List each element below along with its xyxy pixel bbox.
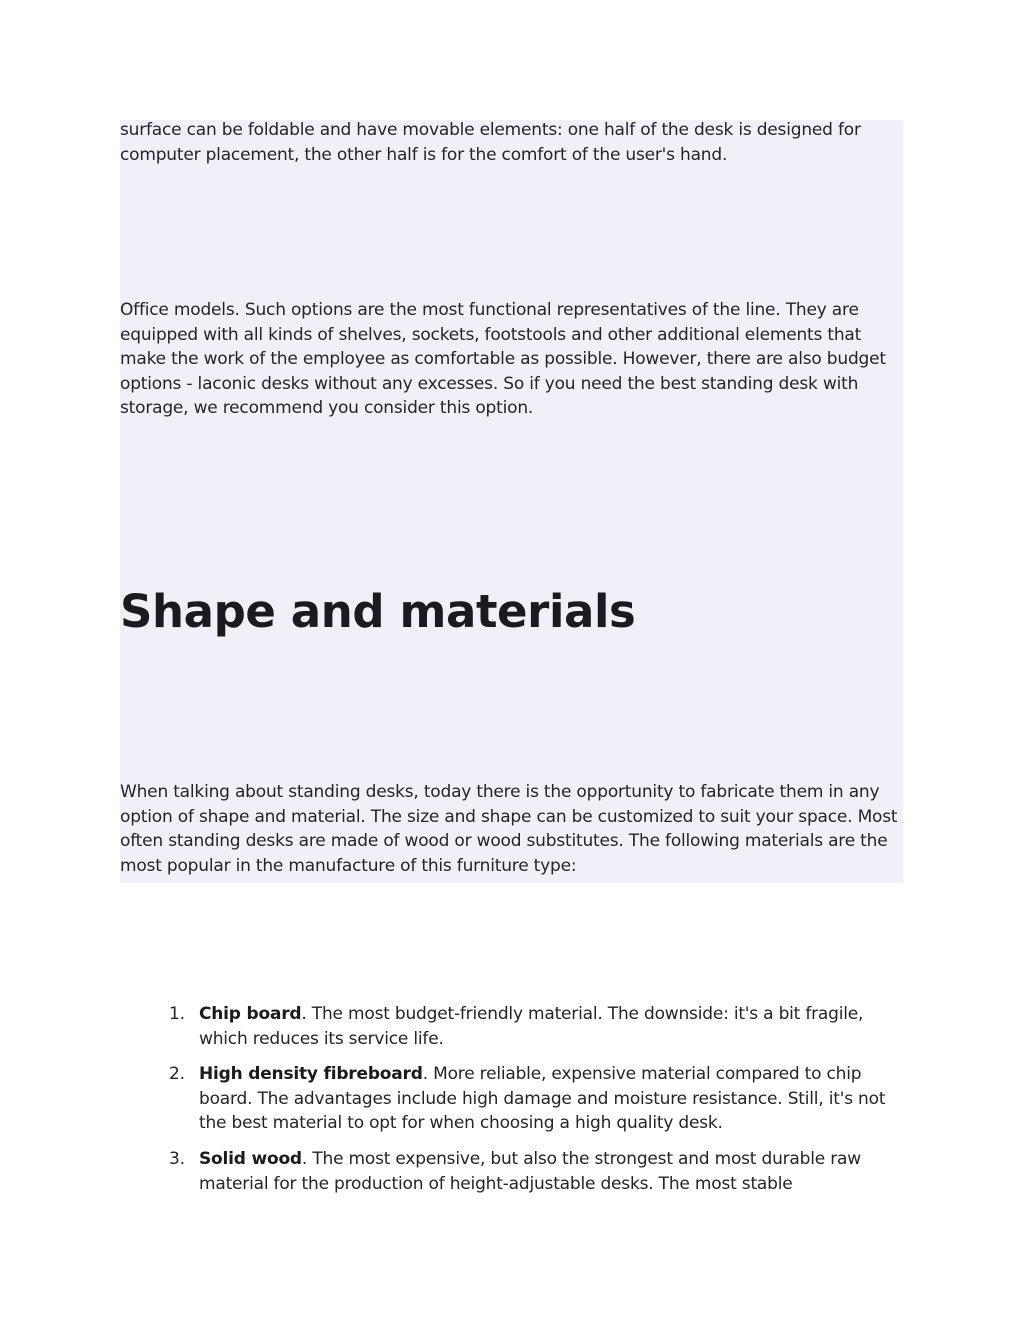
list-item	[120, 1002, 903, 1051]
list-item-text: . More reliable, expensive material compared to chip board. The advantages include high damage and moisture resistance. Still, it's not the best material to opt for when choosing a high quality desk.	[199, 1064, 886, 1134]
paragraph-desk-surface: surface can be foldable and have movable elements: one half of the desk is designed for computer placement, the other half is for the comfort of the user's hand.	[120, 120, 861, 165]
list-item	[120, 1147, 903, 1196]
list-item	[120, 1062, 903, 1136]
materials-list	[120, 1002, 903, 1207]
paragraph-shape-materials-intro: When talking about standing desks, today there is the opportunity to fabricate them in any option of shape and material. The size and shape can be customized to suit your space. Most often standing desks are made of wood or wood substitutes. The following materials are the most popular in the manufacture of this furniture type:	[120, 782, 898, 876]
list-item-term: Chip board	[199, 1004, 302, 1024]
list-item-text: . The most budget-friendly material. The downside: it's a bit fragile, which reduces its service life.	[199, 1004, 864, 1049]
list-item-number: 1.	[169, 1004, 185, 1024]
highlighted-block	[120, 120, 903, 883]
list-item-number: 2.	[169, 1064, 185, 1085]
list-item-term: Solid wood	[199, 1148, 302, 1169]
paragraph-office-models: Office models. Such options are the most functional representatives of the line. They are equipped with all kinds of shelves, sockets, footstools and other additional elements that make the work of the employee as comfortable as possible. However, there are also budget options - laconic desks without any excesses. So if you need the best standing desk with storage, we recommend you consider this option.	[120, 300, 886, 419]
list-item-text: . The most expensive, but also the strongest and most durable raw material for the production of height-adjustable desks. The most stable	[199, 1148, 861, 1194]
section-heading: Shape and materials	[120, 585, 636, 638]
list-item-number: 3.	[169, 1148, 185, 1169]
list-item-term: High density fibreboard	[199, 1064, 423, 1085]
